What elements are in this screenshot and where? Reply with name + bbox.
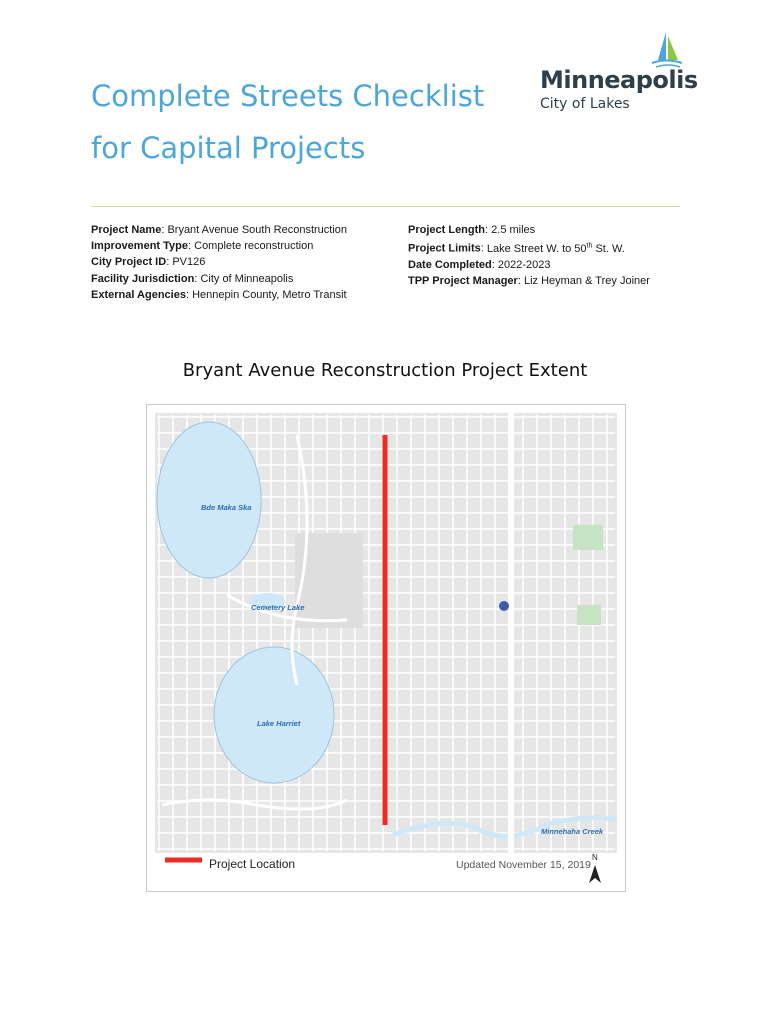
info-row-facility-jurisdiction: Facility Jurisdiction: City of Minneapolis: [91, 272, 294, 285]
info-label: Facility Jurisdiction: [91, 272, 195, 285]
map-graphic: [147, 405, 625, 891]
info-label: External Agencies: [91, 288, 186, 301]
info-value: City of Minneapolis: [200, 272, 294, 285]
info-value: PV126: [172, 256, 206, 269]
project-extent-map: [146, 404, 626, 892]
map-updated-date: Updated November 15, 2019: [456, 859, 591, 871]
info-label: TPP Project Manager: [408, 275, 518, 288]
lake-label-bde-maka-ska: Bde Maka Ska: [201, 503, 252, 512]
info-label: Project Length: [408, 224, 486, 236]
legend-label: Project Location: [209, 857, 296, 871]
info-value: Complete reconstruction: [194, 240, 314, 253]
info-label: Date Completed: [408, 259, 492, 272]
lake-bde-maka-ska: [157, 422, 261, 578]
map-title: Bryant Avenue Reconstruction Project Extent: [182, 360, 588, 381]
info-row-external-agencies: External Agencies: Hennepin County, Metro Transit: [91, 288, 347, 301]
info-label: Project Limits: [408, 242, 481, 255]
lake-harriet: [214, 647, 334, 783]
info-value: Bryant Avenue South Reconstruction: [167, 224, 348, 236]
info-value: 2.5 miles: [491, 224, 536, 236]
interstate-shield-icon: [499, 601, 509, 611]
info-value: Liz Heyman & Trey Joiner: [523, 275, 650, 288]
project-info-right: [408, 222, 650, 289]
info-value: 2022-2023: [497, 259, 551, 272]
info-row-city-project-id: City Project ID: PV126: [91, 256, 206, 269]
info-label: Project Name: [91, 224, 162, 236]
page-title: [91, 70, 484, 174]
lake-label-harriet: Lake Harriet: [257, 719, 301, 728]
info-row-date-completed: Date Completed: 2022-2023: [408, 259, 551, 272]
title-line-2: for Capital Projects: [91, 131, 366, 165]
minneapolis-logo: [536, 30, 698, 120]
info-label: City Project ID: [91, 256, 167, 269]
info-row-project-limits: Project Limits: Lake Street W. to 50th St. W.: [408, 242, 625, 255]
info-row-improvement-type: Improvement Type: Complete reconstruction: [91, 240, 314, 253]
logo-tagline: City of Lakes: [540, 96, 630, 112]
header-divider: [91, 206, 680, 207]
info-value: Hennepin County, Metro Transit: [192, 288, 347, 301]
info-row-project-name: Project Name: Bryant Avenue South Reconstruction: [91, 224, 348, 236]
info-label: Improvement Type: [91, 240, 188, 253]
project-info-left: [91, 222, 347, 303]
north-label: N: [592, 853, 598, 862]
park-area: [577, 605, 601, 625]
lake-label-cemetery-lake: Cemetery Lake: [251, 603, 305, 612]
info-row-project-length: Project Length: 2.5 miles: [408, 224, 536, 236]
logo-name: Minneapolis: [540, 66, 698, 94]
title-line-1: Complete Streets Checklist: [91, 79, 485, 113]
info-row-project-manager: TPP Project Manager: Liz Heyman & Trey Joiner: [408, 275, 650, 288]
info-value: Lake Street W. to 50th St. W.: [486, 242, 625, 255]
sailboat-logo-icon: [646, 30, 686, 70]
creek-label-minnehaha: Minnehaha Creek: [541, 827, 604, 836]
park-area: [573, 525, 603, 550]
